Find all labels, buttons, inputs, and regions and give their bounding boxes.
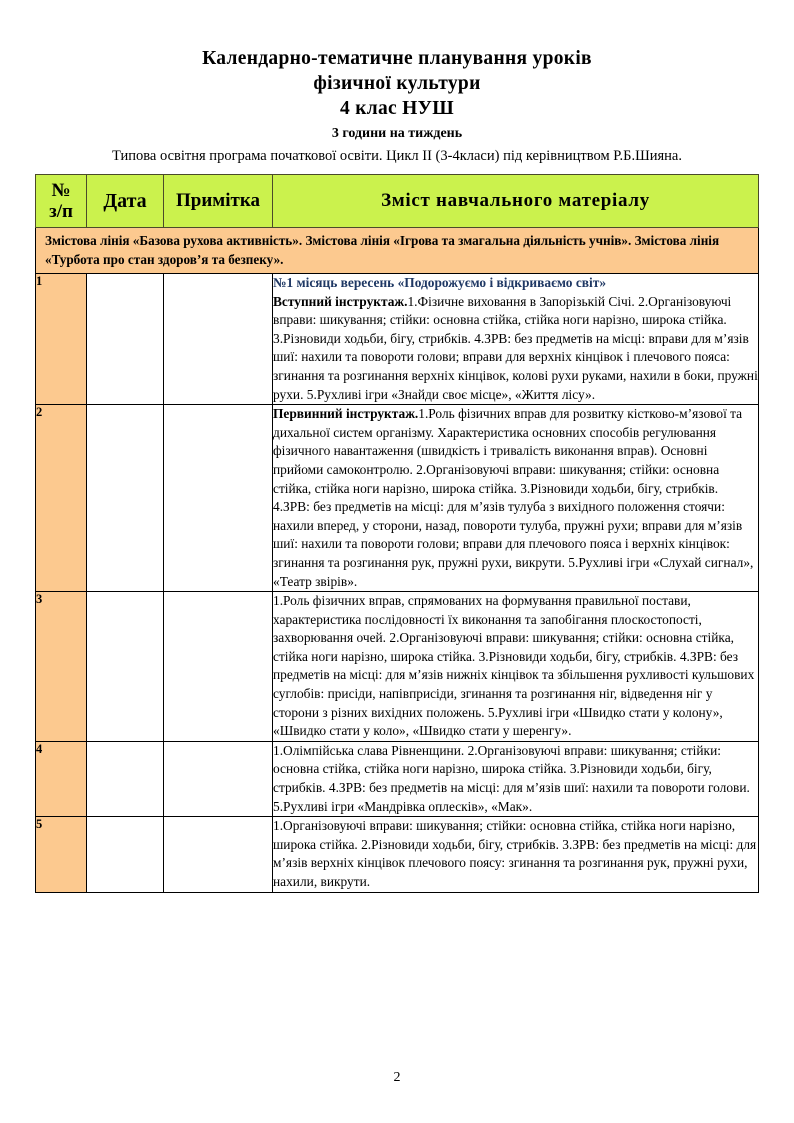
row-note[interactable] [164,405,273,592]
column-header-number-bottom: з/п [49,201,73,222]
document-title-line-1: Календарно-тематичне планування уроків [202,48,592,69]
row-content [273,592,759,742]
row-note[interactable] [164,741,273,816]
column-header-date: Дата [87,175,164,228]
table-header-row [36,175,759,228]
row-number: 3 [36,592,87,742]
row-content-paragraph [273,592,758,741]
title-block [0,0,794,166]
table-row [36,274,759,405]
row-content-text: 1.Олімпійська слава Рівненщини. 2.Організовуючі вправи: шикування; стійки: основна стійка, стійка ноги нарізно, широка стійка. 3.Різновиди ходьби, бігу, стрибків. 4.ЗРВ: без предметів на місці: для м’язів шиї: нахили та повороти голови. 5.Рухливі ігри «Мандрівка оплесків», «Мак». [273,742,750,814]
row-content-paragraph [273,817,758,891]
row-note[interactable] [164,817,273,892]
row-content-heading: №1 місяць вересень «Подорожуємо і відкриваємо світ» [273,275,607,290]
page-number: 2 [393,1070,401,1085]
table-row [36,741,759,816]
row-number: 5 [36,817,87,892]
row-date[interactable] [87,817,164,892]
row-content-text: 1.Роль фізичних вправ для розвитку кістково-м’язової та дихальної систем організму. Характеристика основних способів регулювання фізичного навантаження (швидкість і тривалість виконання вправ). Основні прийоми самоконтролю. 2.Організовуючі вправи: шикування; стійки: основна стійка, стійка ноги нарізно, широка стійка. 3.Різновиди ходьби, бігу, стрибків. 4.ЗРВ: без предметів на місці: для м’язів тулуба з вихідного положення стоячи: нахили вперед, у сторони, назад, повороти тулуба, пружні рухи; вправи для м’язів шиї: нахили та повороти голови; вправи для плечового пояса і верхніх кінцівок: згинання та розгинання рук, пружні рухи, викрути. 5.Рухливі ігри «Слухай сигнал», «Театр звірів». [273,406,754,589]
row-content-paragraph [273,405,758,591]
row-date[interactable] [87,405,164,592]
table-body [36,228,759,893]
row-date[interactable] [87,592,164,742]
table-row [36,817,759,892]
table-row [36,592,759,742]
lesson-plan-table-wrapper [35,174,759,893]
row-content [273,274,759,405]
table-row [36,405,759,592]
row-content-text: 1.Організовуючі вправи: шикування; стійки: основна стійка, стійка ноги нарізно, широка стійка. 2.Різновиди ходьби, бігу, стрибків. 3.ЗРВ: без предметів на місці: для м’язів верхніх кінцівок плечового поясу: згинання та розгинання рук, пружні рухи, нахили, викрути. [273,818,757,889]
row-content-lead: Первинний інструктаж. [273,406,419,422]
row-number: 1 [36,274,87,405]
row-note[interactable] [164,592,273,742]
row-content [273,405,759,592]
row-content-paragraph [273,742,758,816]
row-date[interactable] [87,741,164,816]
document-title-line-2: фізичної культури [313,73,481,94]
content-lines-banner-text: Змістова лінія «Базова рухова активність». Змістова лінія «Ігрова та змагальна діяльність учнів». Змістова лінія «Турбота про стан здоров’я та безпеку». [36,228,759,274]
row-content-paragraph [273,293,758,405]
content-lines-banner-row [36,228,759,274]
document-title-line-3: 4 клас НУШ [340,98,454,119]
column-header-number [36,175,87,228]
row-content [273,741,759,816]
row-number: 2 [36,405,87,592]
hours-per-week-line: 3 години на тиждень [331,126,463,141]
column-header-content: Зміст навчального матеріалу [273,175,759,228]
row-note[interactable] [164,274,273,405]
row-date[interactable] [87,274,164,405]
column-header-number-top: № [51,180,71,201]
lesson-plan-table [35,174,759,893]
row-content-text: 1.Фізичне виховання в Запорізькій Січі. 2.Організовуючі вправи: шикування; стійки: основна стійка, стійка ноги нарізно, широка стійка. 3.Різновиди ходьби, бігу, стрибків. 4.ЗРВ: без предметів на місці: вправи для м’язів шиї: нахили та повороти голови; вправи для верхніх кінцівок і плечового пояса: згинання та розгинання верхніх кінцівок, колові рухи руками, нахили в боки, пружні рухи. 5.Рухливі ігри «Знайди своє місце», «Життя лісу». [273,293,758,402]
row-content-text: 1.Роль фізичних вправ, спрямованих на формування правильної постави, характеристика послідовності їх виконання та запобігання плоскостопості, захворювання очей. 2.Організовуючі вправи: шикування; стійки: основна стійка, стійка ноги нарізно, широка стійка. 3.Різновиди ходьби, бігу, стрибків. 4.ЗРВ: без предметів на місці: для м’язів нижніх кінцівок та збільшення рухливості кульшових суглобів: присіди, напівприсіди, згинання та розгинання ніг, відведення ніг у сторони з різних вихідних положень. 5.Рухливі ігри «Швидко стати у колону», «Швидко стати у коло», «Швидко стати у шеренгу». [273,593,755,739]
row-number: 4 [36,741,87,816]
row-content [273,817,759,892]
row-content-lead: Вступний інструктаж. [273,293,408,309]
program-reference-line: Типова освітня програма початкової освіти. Цикл ІІ (3-4класи) під керівництвом Р.Б.Шияна. [112,148,682,164]
column-header-note: Примітка [164,175,273,228]
